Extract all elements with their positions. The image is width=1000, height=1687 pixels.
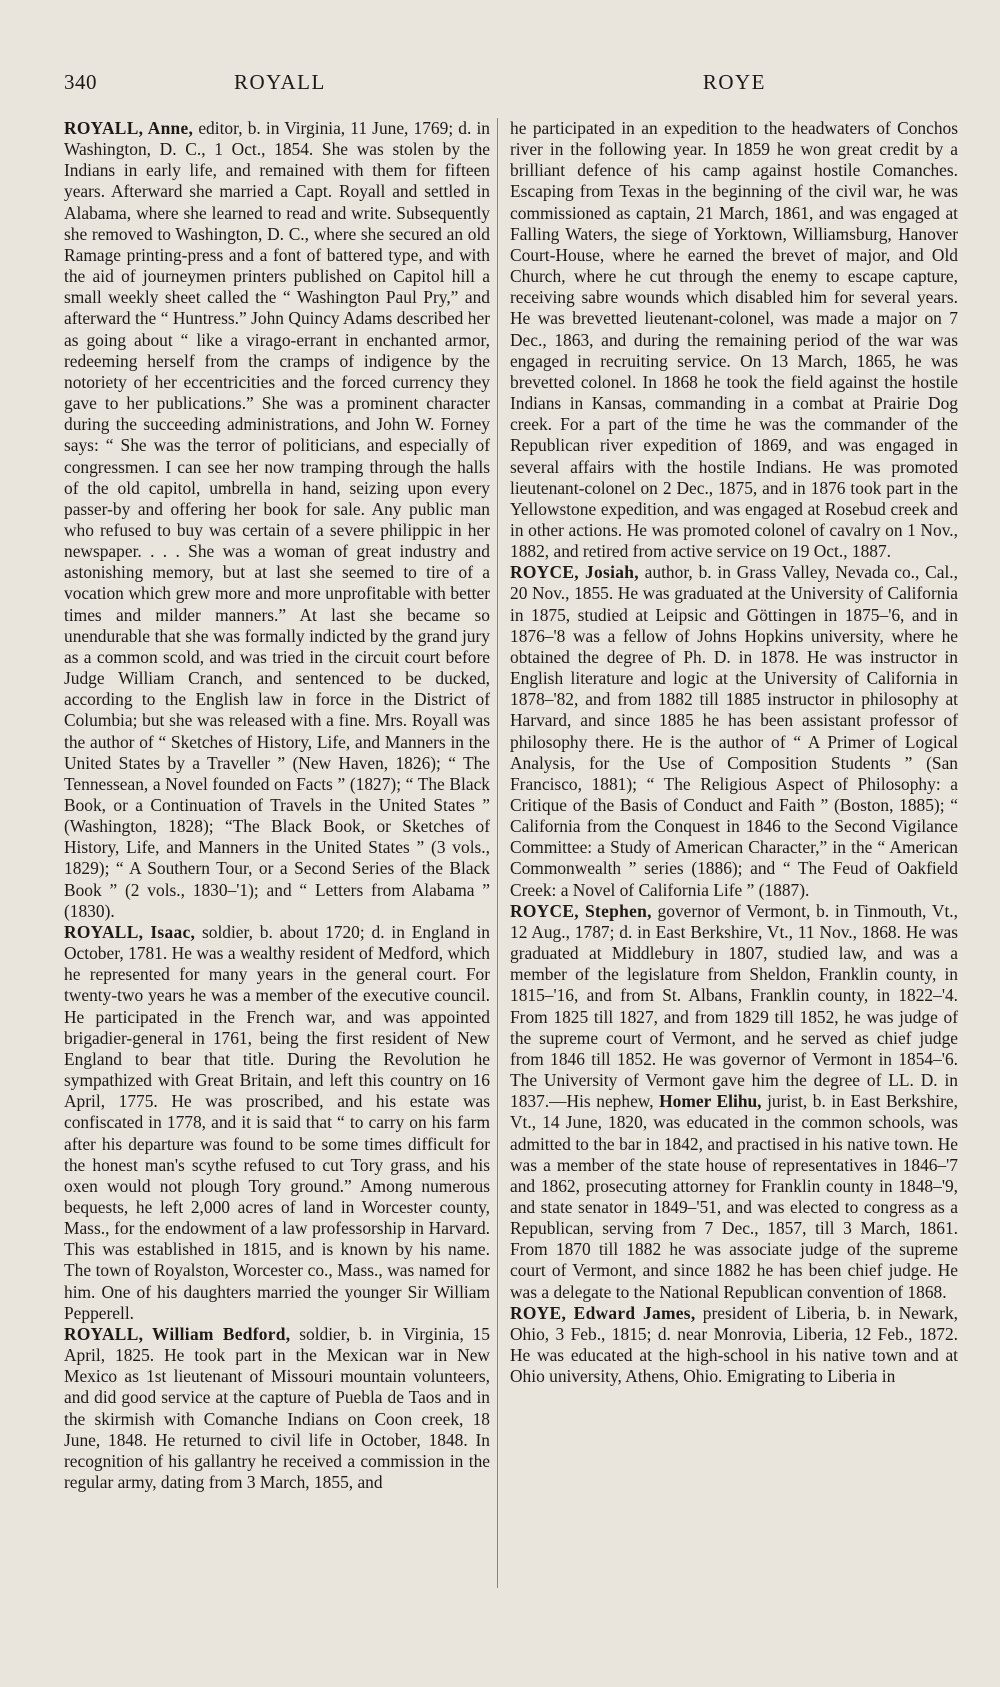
entry-royce-stephen [510,901,958,1303]
entry-text: jurist, b. in East Berkshire, Vt., 14 June, 1820, was educated in the common schools, was admitted to the bar in 1842, and practised in his native town. He was a member of the state house of representatives in 1846–'7 and 1862, prosecuting attorney for Franklin county in 1848–'9, and state senator in 1849–'51, and was elected to congress as a Republican, serving from 7 Dec., 1857, till 3 March, 1861. From 1870 till 1882 he was associate judge of the supreme court of Vermont, and since 1882 he has been chief judge. He was a delegate to the National Republican convention of 1868. [510,1091,958,1302]
right-column [510,118,958,1387]
entry-text: president of Liberia, b. in Newark, Ohio, 3 Feb., 1815; d. near Monrovia, Liberia, 12 Feb., 1872. He was educated at the high-school in his native town and at Ohio university, Athens, Ohio. Emigrating to Liberia in [510,1302,958,1387]
entry-royce-josiah [510,562,958,901]
entry-headword: ROYE, Edward James, [510,1302,696,1323]
right-running-head: ROYE [702,70,766,94]
left-column [64,118,490,1493]
entry-text: editor, b. in Virginia, 11 June, 1769; d. in Washington, D. C., 1 Oct., 1854. She was stolen by the Indians in early life, and remained with them for fifteen years. Afterward she married a Capt. Royall and settled in Alabama, where she learned to read and write. Subsequently she removed to Washington, D. C., where she secured an old Ramage printing-press and a font of battered type, and with the aid of journeymen printers published on Capitol hill a small weekly sheet called the “ Washington Paul Pry,” and afterward the “ Huntress.” John Quincy Adams described her as going about “ like a virago-errant in enchanted armor, redeeming herself from the cramps of indigence by the notoriety of her eccentricities and the forced currency they gave to her publications.” She was a prominent character during the succeeding administrations, and John W. Forney says: “ She was the terror of politicians, and especially of congressmen. I can see her now tramping through the halls of the old capitol, umbrella in hand, seizing upon every passer-by and offering her book for sale. Any public man who refused to buy was certain of a severe philippic in her newspaper. . . . She was a woman of great industry and astonishing memory, but at last she seemed to tire of a vocation which grew more and more unprofitable with better times and milder manners.” At last she became so unendurable that she was formally indicted by the grand jury as a common scold, and was tried in the circuit court before Judge William Cranch, and sentenced to be ducked, according to the English law in force in the District of Columbia; but she was released with a fine. Mrs. Royall was the author of “ Sketches of History, Life, and Manners in the United States by a Traveller ” (New Haven, 1826); “ The Tennessean, a Novel founded on Facts ” (1827); “ The Black Book, or a Continuation of Travels in the United States ” (Washington, 1828); “The Black Book, or Sketches of History, Life, and Manners in the United States ” (3 vols., 1829); “ A Southern Tour, or a Second Series of the Black Book ” (2 vols., 1830–'1); and “ Letters from Alabama ” (1830). [64,118,490,921]
entry-royall-isaac [64,922,490,1324]
entry-continuation [510,118,958,562]
entry-headword: ROYALL, Anne, [64,118,194,138]
entry-text: soldier, b. about 1720; d. in England in October, 1781. He was a wealthy resident of Medford, which he represented for many years in the general court. For twenty-two years he was a member of the executive council. He participated in the French war, and was appointed brigadier-general in 1761, being the first resident of New England to bear that title. During the Revolution he sympathized with Great Britain, and left this country on 16 April, 1775. He was proscribed, and his estate was confiscated in 1778, and it is said that “ to carry on his farm after his departure was found to be some times difficult for the honest man's scythe refused to cut Tory grass, and his oxen would not plough Tory ground.” Among numerous bequests, he left 2,000 acres of land in Worcester county, Mass., for the endowment of a law professorship in Harvard. This was established in 1815, and is known by his name. The town of Royalston, Worcester co., Mass., was named for him. One of his daughters married the younger Sir William Pepperell. [64,921,491,1323]
inline-headword: Homer Elihu, [659,1091,762,1112]
entry-text: governor of Vermont, b. in Tinmouth, Vt., 12 Aug., 1787; d. in East Berkshire, Vt., 11 Nov., 1868. He was graduated at Middlebury in 1807, studied law, and was a member of the legislature from Sheldon, Franklin county, in 1815–'16, and from St. Albans, Franklin county, in 1822–'4. From 1825 till 1827, and from 1829 till 1852, he was judge of the supreme court of Vermont, and he served as chief judge from 1846 till 1852. He was governor of Vermont in 1854–'6. The University of Vermont gave him the degree of LL. D. in 1837.—His nephew, [510,900,958,1112]
column-divider [497,118,498,1588]
entry-headword: ROYCE, Josiah, [510,562,639,583]
entry-royall-anne [64,118,490,922]
entry-royall-william [64,1324,490,1493]
entry-text: soldier, b. in Virginia, 15 April, 1825. He took part in the Mexican war in New Mexico as 1st lieutenant of Missouri mountain volunteers, and did good service at the capture of Puebla de Taos and in the skirmish with Comanche Indians on Coon creek, 18 June, 1848. He returned to civil life in October, 1848. In recognition of his gallantry he received a commission in the regular army, dating from 3 March, 1855, and [64,1323,490,1492]
entry-text: author, b. in Grass Valley, Nevada co., Cal., 20 Nov., 1855. He was graduated at the University of California in 1875, studied at Leipsic and Göttingen in 1875–'6, and in 1876–'8 was a fellow of Johns Hopkins university, where he obtained the degree of Ph. D. in 1878. He was instructor in English literature and logic at the University of California in 1878–'82, and from 1882 till 1885 instructor in philosophy at Harvard, and since 1885 he has been assistant professor of philosophy there. He is the author of “ A Primer of Logical Analysis, for the Use of Composition Students ” (San Francisco, 1881); “ The Religious Aspect of Philosophy: a Critique of the Basis of Conduct and Faith ” (Boston, 1885); “ California from the Conquest in 1846 to the Second Vigilance Committee: a Study of American Character,” in the “ American Commonwealth ” series (1886); and “ The Feud of Oakfield Creek: a Novel of California Life ” (1887). [510,562,958,900]
entry-text: he participated in an expedition to the headwaters of Conchos river in the following year. In 1859 he won great credit by a brilliant defence of his camp against hostile Comanches. Escaping from Texas in the beginning of the civil war, he was commissioned as captain, 21 March, 1861, and was engaged at Falling Waters, the siege of Yorktown, Williamsburg, Hanover Court-House, where he earned the brevet of major, and Old Church, where he cut through the enemy to escape capture, receiving sabre wounds which disabled him for several years. He was brevetted lieutenant-colonel, was made a major on 7 Dec., 1863, and during the remaining period of the war was engaged in recruiting service. On 13 March, 1865, he was brevetted colonel. In 1868 he took the field against the hostile Indians in Kansas, commanding in a combat at Prairie Dog creek. For a part of the time he was the commander of the Republican river expedition of 1869, and was engaged in several affairs with the hostile Indians. He was promoted lieutenant-colonel on 2 Dec., 1875, and in 1876 took part in the Yellowstone expedition, and was engaged at Rosebud creek and in other actions. He was promoted colonel of cavalry on 1 Nov., 1882, and retired from active service on 19 Oct., 1887. [510,118,958,562]
page-number: 340 [64,70,97,94]
entry-headword: ROYCE, Stephen, [510,900,652,921]
left-running-head: ROYALL [234,70,326,94]
entry-roye-edward [510,1303,958,1388]
page-header [64,70,956,100]
entry-headword: ROYALL, Isaac, [64,921,196,942]
entry-headword: ROYALL, William Bedford, [64,1323,291,1344]
